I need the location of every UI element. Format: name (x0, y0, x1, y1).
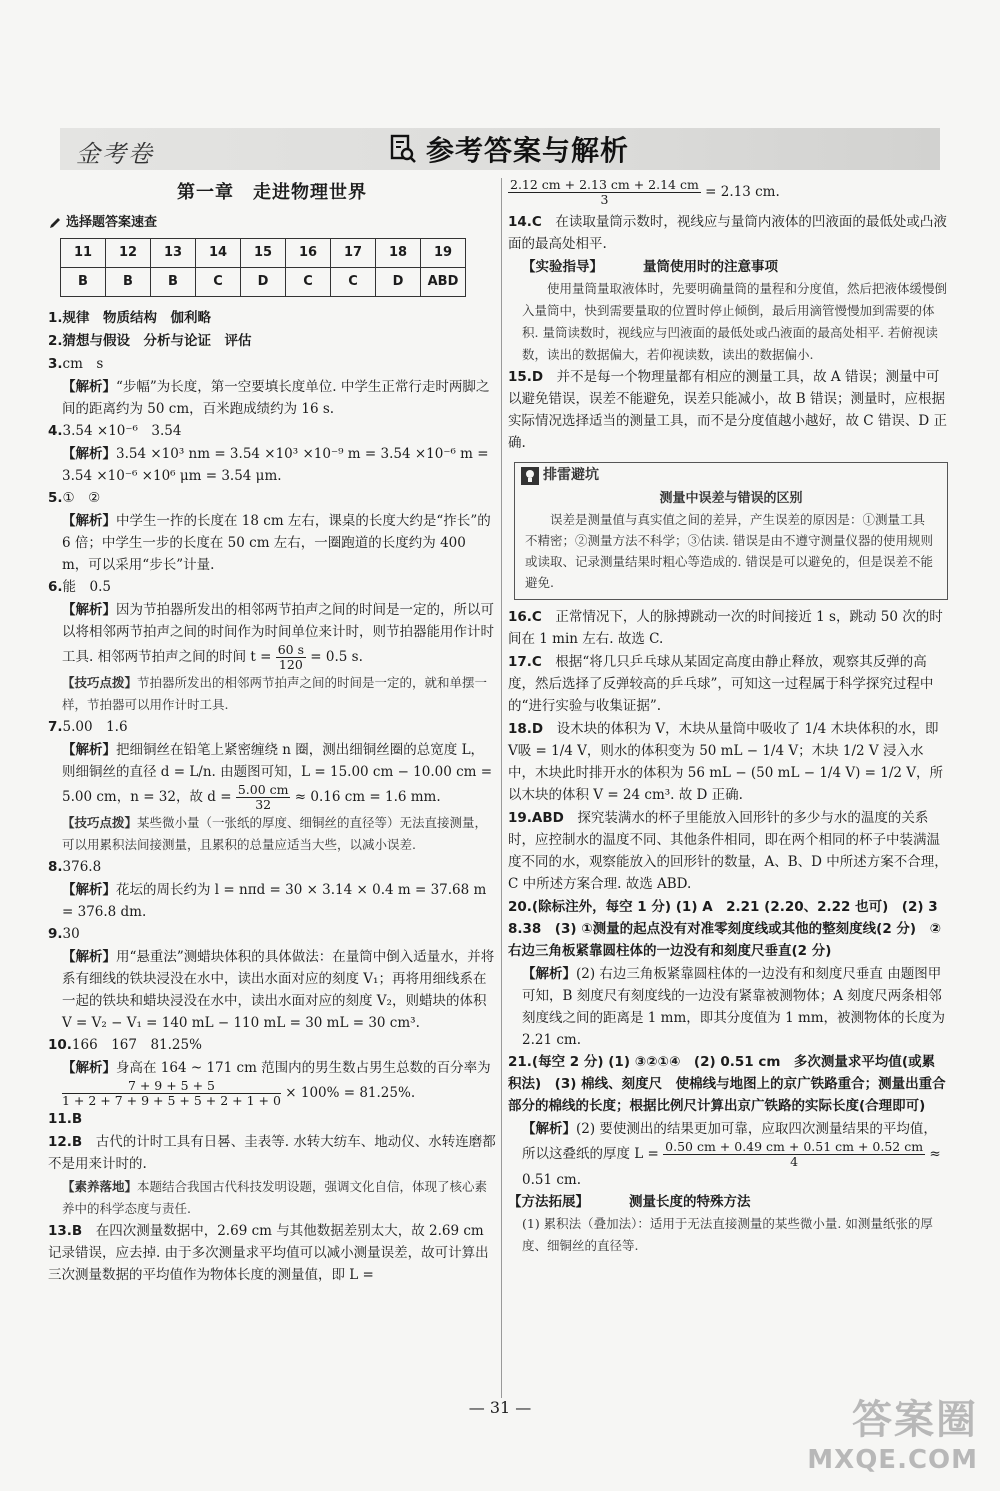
fraction (236, 783, 291, 812)
column-divider (501, 178, 502, 1398)
answer-4 (48, 420, 496, 442)
table-cell: 11 (61, 239, 106, 268)
answer-table-answers (61, 268, 466, 297)
explanation-tag: 【解析】 (62, 513, 116, 529)
answer-text: C (531, 214, 542, 230)
fraction-denominator: 1 + 2 + 7 + 9 + 5 + 5 + 2 + 1 + 0 (62, 1093, 281, 1108)
right-column (508, 177, 952, 1257)
tip-text: 本题结合我国古代科技发明设题，强调文化自信，体现了核心素养中的科学态度与责任. (62, 1179, 488, 1216)
pitfall-text: 误差是测量值与真实值之间的差异，产生误差的原因是：①测量工具不精密；②测量方法不科学；③估读. 错误是由不遵守测量仪器的使用规则或读取、记录测量结果时粗心等造成的. 错误是可以避免的，但是误差不能避免. (525, 512, 933, 590)
explanation-text: 身高在 164 ~ 171 cm 范围内的男生数占男生总数的百分率为 (116, 1060, 491, 1076)
table-cell: D (241, 268, 286, 297)
explanation-text: 把细铜丝在铅笔上紧密缠绕 n 圈，测出细铜丝圈的总宽度 L，则细铜丝的直径 d = L/n. 由题图可知，L = 15.00 cm − 10.00 cm = 5.00 cm，n = 32，故 d = (62, 742, 493, 805)
answer-13-continued (508, 178, 948, 207)
explanation-10 (48, 1057, 496, 1108)
tip-tag: 【技巧点拨】 (62, 675, 138, 690)
answer-text: 规律 物质结构 伽利略 (62, 310, 212, 326)
explanation-text: ≈ 0.16 cm = 1.6 mm. (294, 789, 441, 805)
explanation-text: 正常情况下，人的脉搏跳动一次的时间接近 1 s，跳动 50 次的时间在 1 min 左右. 故选 C. (508, 609, 943, 647)
answer-20 (508, 896, 952, 962)
table-cell: D (376, 268, 421, 297)
tip-tag: 【实验指导】 (522, 259, 603, 275)
answer-21 (508, 1051, 948, 1117)
tip-21-head (508, 1191, 948, 1213)
table-cell: B (106, 268, 151, 297)
question-number: 8. (48, 859, 63, 875)
explanation-text: = 2.13 cm. (705, 184, 780, 200)
answer-text: B (71, 1223, 83, 1239)
explanation-text: 根据“将几只乒乓球从某固定高度由静止释放，观察其反弹的高度，然后选择了反弹较高的乒乓球”，可知这一过程属于科学探究过程中的“进行实验与收集证据”. (508, 654, 934, 714)
answer-text: 166 167 81.25% (71, 1037, 202, 1053)
question-number: 12. (48, 1134, 72, 1150)
explanation-21 (508, 1118, 948, 1191)
fraction (62, 1079, 281, 1108)
explanation-3 (48, 376, 496, 420)
answer-text: C (531, 609, 542, 625)
answer-11 (48, 1108, 496, 1130)
pitfall-box (514, 462, 948, 600)
fraction-numerator: 7 + 9 + 5 + 5 (62, 1079, 281, 1094)
answer-7 (48, 716, 496, 738)
watermark (807, 1388, 978, 1475)
tip-21: (1) 累积法（叠加法）：适用于无法直接测量的某些微小量. 如测量纸张的厚度、细铜丝的直径等. (522, 1216, 933, 1253)
answer-text: (每空 2 分) (1) ③②①④ (2) 0.51 cm 多次测量求平均值(或累积法) (3) 棉线、刻度尺 使棉线与地图上的京广铁路重合；测量出重合部分的棉线的长度；根据比例尺计算出京广铁路的实际长度(合理即可) (508, 1054, 946, 1114)
tip-12 (48, 1176, 496, 1220)
explanation-4 (48, 443, 496, 487)
explanation-text: (2) 右边三角板紧靠圆柱体的一边没有和刻度尺垂直 由题图甲可知，B 刻度尺有刻度线的一边没有紧靠被测物体；A 刻度尺两条相邻刻度线之间的距离是 1 mm，即其分度值为 1 mm，被测物体的长度为 2.21 cm. (522, 966, 946, 1048)
left-column (48, 178, 496, 1287)
pitfall-head (521, 465, 937, 486)
table-cell: 19 (421, 239, 466, 268)
explanation-tag: 【解析】 (522, 966, 576, 982)
table-cell: B (61, 268, 106, 297)
tip-text: 使用量筒量取液体时，先要明确量筒的量程和分度值，然后把液体缓慢倒入量筒中，快到需要量取的位置时停止倾倒，最后用滴管慢慢加到需要的体积. 量筒读数时，视线应与凹液面的最低处或凸液面的最高处相平. 若俯视读数，读出的数据偏大，若仰视读数，读出的数据偏小. (522, 281, 948, 362)
answer-text: 能 0.5 (62, 579, 112, 595)
table-cell: C (196, 268, 241, 297)
explanation-text: 在四次测量数据中，2.69 cm 与其他数据差别太大，故 2.69 cm 记录错误，应去掉. 由于多次测量求平均值可以减小测量误差，故可计算出三次测量数据的平均值作为物体长度的测量值，即 L = (48, 1223, 489, 1283)
explanation-text: ≈ 0.51 cm. (522, 1146, 941, 1188)
explanation-tag: 【解析】 (62, 742, 116, 758)
tip-tag: 【素养落地】 (62, 1179, 138, 1194)
explanation-8 (48, 879, 496, 923)
page-title (390, 128, 629, 170)
fraction-denominator: 120 (278, 657, 303, 672)
table-cell: 14 (196, 239, 241, 268)
answer-text: C (531, 654, 542, 670)
question-number: 2. (48, 333, 63, 349)
explanation-5 (48, 510, 496, 576)
explanation-9 (48, 946, 496, 1034)
answer-table (60, 238, 466, 297)
explanation-tag: 【解析】 (62, 882, 116, 898)
explanation-text: 用“悬重法”测蜡块体积的具体做法：在量筒中倒入适量水，并将系有细线的铁块浸没在水中，读出水面对应的刻度 V₁；再将用细线系在一起的铁块和蜡块浸没在水中，读出水面对应的刻度 V₂，则蜡块的体积 V = V₂ − V₁ = 140 mL − 110 mL = 30 mL = 30 cm³. (62, 949, 495, 1031)
explanation-tag: 【解析】 (62, 949, 116, 965)
answer-18 (508, 718, 948, 806)
quick-answer-label (48, 212, 496, 234)
question-number: 9. (48, 926, 63, 942)
table-cell: 15 (241, 239, 286, 268)
answer-text: ABD (531, 810, 564, 826)
table-cell: 13 (151, 239, 196, 268)
fraction (663, 1140, 925, 1169)
page-number: — 31 — (468, 1398, 532, 1417)
explanation-20 (508, 963, 948, 1051)
question-number: 13. (48, 1223, 72, 1239)
fraction-numerator: 60 s (277, 642, 304, 657)
answer-5 (48, 487, 496, 509)
tip-7 (48, 812, 496, 856)
fraction (276, 643, 306, 672)
question-number: 5. (48, 490, 63, 506)
pencil-icon (48, 216, 62, 230)
chapter-title: 第一章 走进物理世界 (177, 182, 367, 203)
explanation-text: 探究装满水的杯子里能放入回形针的多少与水的温度的关系时，应控制水的温度不同、其他条件相同，即在两个相同的杯子中装满温度不同的水，观察能放入的回形针的数量，A、B、D 中所述方案不合理，C 中所述方案合理. 故选 ABD. (508, 810, 948, 892)
table-cell: 16 (286, 239, 331, 268)
question-number: 19. (508, 810, 532, 826)
watermark-url: MXQE.COM (807, 1445, 978, 1475)
pitfall-title: 测量中误差与错误的区别 (659, 491, 803, 506)
table-cell: 18 (376, 239, 421, 268)
table-cell: C (286, 268, 331, 297)
document-search-icon (390, 134, 416, 164)
quick-answer-text: 选择题答案速查 (66, 215, 158, 230)
table-cell: C (331, 268, 376, 297)
tip-tag: 【技巧点拨】 (62, 815, 138, 830)
answer-text: 3.54 ×10⁻⁶ 3.54 (62, 423, 182, 439)
explanation-tag: 【解析】 (62, 379, 116, 395)
table-cell: 17 (331, 239, 376, 268)
explanation-text: “步幅”为长度，第一空要填长度单位. 中学生正常行走时两脚之间的距离约为 50 cm，百米跑成绩约为 16 s. (62, 379, 490, 417)
fraction-denominator: 3 (600, 192, 609, 207)
answer-10 (48, 1034, 496, 1056)
question-number: 16. (508, 609, 532, 625)
tip-14 (508, 278, 948, 366)
table-cell: 12 (106, 239, 151, 268)
answer-8 (48, 856, 496, 878)
explanation-7 (48, 739, 496, 812)
explanation-text: × 100% = 81.25%. (285, 1085, 416, 1101)
lightbulb-icon (521, 467, 539, 485)
answer-text: D (531, 369, 544, 385)
answer-text: (除标注外，每空 1 分) (1) A 2.21 (2.20、2.22 也可) (2) 3 8.38 (3) ①测量的起点没有对准零刻度线或其他的整刻度线(2 分) ②右边三角板紧靠圆柱体的一边没有和刻度尺垂直(2 分) (508, 899, 952, 959)
header-banner (60, 128, 940, 170)
answer-text: B (71, 1134, 83, 1150)
explanation-text: 设木块的体积为 V，木块从量筒中吸收了 1/4 木块体积的水，即 V吸 = 1/4 V，则水的体积变为 50 mL − 1/4 V；木块 1/2 V 浸入水中，木块此时排开水的体积为 56 mL − (50 mL − 1/4 V) = 1/2 V，所以木块的体积 V = 24 cm³. 故 D 正确. (508, 721, 944, 803)
answer-text: B (71, 1111, 83, 1127)
explanation-tag: 【解析】 (62, 1060, 116, 1076)
brand-logo: 金考卷 (76, 140, 154, 168)
tip-tag: 【方法拓展】 (508, 1194, 589, 1210)
question-number: 4. (48, 423, 63, 439)
table-cell: B (151, 268, 196, 297)
fraction-numerator: 0.50 cm + 0.49 cm + 0.51 cm + 0.52 cm (665, 1139, 924, 1154)
tip-14-head (508, 256, 948, 278)
question-number: 14. (508, 214, 532, 230)
explanation-text: = 0.5 s. (310, 649, 363, 665)
fraction-denominator: 4 (790, 1154, 799, 1169)
answer-1 (48, 307, 496, 329)
question-number: 17. (508, 654, 532, 670)
tip-title: 量筒使用时的注意事项 (643, 259, 778, 275)
question-number: 15. (508, 369, 532, 385)
fraction-numerator: 5.00 cm (237, 782, 289, 797)
explanation-text: 3.54 ×10³ nm = 3.54 ×10³ ×10⁻⁹ m = 3.54 ×10⁻⁶ m = 3.54 ×10⁻⁶ ×10⁶ μm = 3.54 μm. (62, 446, 489, 484)
answer-3 (48, 353, 496, 375)
question-number: 20. (508, 899, 532, 915)
question-number: 11. (48, 1111, 72, 1127)
answer-12 (48, 1131, 496, 1175)
answer-text: 30 (62, 926, 80, 942)
fraction-numerator: 2.12 cm + 2.13 cm + 2.14 cm (510, 177, 699, 192)
question-number: 7. (48, 719, 63, 735)
question-number: 10. (48, 1037, 72, 1053)
watermark-logo: 答案圈 (852, 1397, 978, 1443)
table-cell: ABD (421, 268, 466, 297)
answer-14 (508, 211, 948, 255)
question-number: 21. (508, 1054, 532, 1070)
explanation-text: 古代的计时工具有日晷、圭表等. 水转大纺车、地动仪、水转连磨都不是用来计时的. (48, 1134, 496, 1172)
answer-6 (48, 576, 496, 598)
explanation-text: 因为节拍器所发出的相邻两节拍声之间的时间是一定的，所以可以将相邻两节拍声之间的时间作为时间单位来计时，则节拍器能用作计时工具. 相邻两节拍声之间的时间 t = (62, 602, 494, 665)
tip-title: 测量长度的特殊方法 (629, 1194, 751, 1210)
explanation-tag: 【解析】 (62, 602, 116, 618)
explanation-text: 并不是每一个物理量都有相应的测量工具，故 A 错误；测量中可以避免错误，误差不能避免，误差只能减小，故 B 错误；测量时，应根据实际情况选择适当的测量工具，而不是分度值越小越好，故 C 错误、D 正确. (508, 369, 948, 451)
answer-text: 376.8 (62, 859, 102, 875)
tip-text: 节拍器所发出的相邻两节拍声之间的时间是一定的，就和单摆一样，节拍器可以用作计时工具. (62, 675, 488, 712)
answer-text: ① ② (62, 490, 101, 506)
answer-15 (508, 366, 948, 454)
answer-text: 猜想与假设 分析与论证 评估 (62, 333, 252, 349)
explanation-text: 在读取量筒示数时，视线应与量筒内液体的凹液面的最低处或凸液面的最高处相平. (508, 214, 947, 252)
tip-6 (48, 672, 496, 716)
explanation-tag: 【解析】 (62, 446, 116, 462)
explanation-text: 中学生一拃的长度在 18 cm 左右，课桌的长度大约是“拃长”的 6 倍；中学生一步的长度在 50 cm 左右，一圈跑道的长度约为 400 m，可以采用“步长”计量. (62, 513, 491, 573)
question-number: 1. (48, 310, 63, 326)
explanation-text: 花坛的周长约为 l = nπd = 30 × 3.14 × 0.4 m = 37.68 m = 376.8 dm. (62, 882, 487, 920)
explanation-6 (48, 599, 496, 672)
question-number: 18. (508, 721, 532, 737)
answer-text: D (531, 721, 544, 737)
answer-16 (508, 606, 948, 650)
answer-17 (508, 651, 948, 717)
answer-13 (48, 1220, 496, 1286)
answer-table-numbers (61, 239, 466, 268)
question-number: 3. (48, 356, 63, 372)
answer-19 (508, 807, 948, 895)
fraction (508, 178, 701, 207)
answer-text: cm s (62, 356, 104, 372)
question-number: 6. (48, 579, 63, 595)
pitfall-head-text: 排雷避坑 (543, 467, 599, 483)
page-title-text: 参考答案与解析 (426, 134, 630, 167)
tip-text: 某些微小量（一张纸的厚度、细铜丝的直径等）无法直接测量，可以用累积法间接测量，且累积的总量应适当大些，以减小误差. (62, 815, 488, 852)
answer-9 (48, 923, 496, 945)
answer-2 (48, 330, 496, 352)
explanation-text: (2) 要使测出的结果更加可靠，应取四次测量结果的平均值，所以这叠纸的厚度 L = (522, 1121, 937, 1162)
explanation-tag: 【解析】 (522, 1121, 576, 1137)
fraction-denominator: 32 (255, 797, 272, 812)
answer-text: 5.00 1.6 (62, 719, 128, 735)
